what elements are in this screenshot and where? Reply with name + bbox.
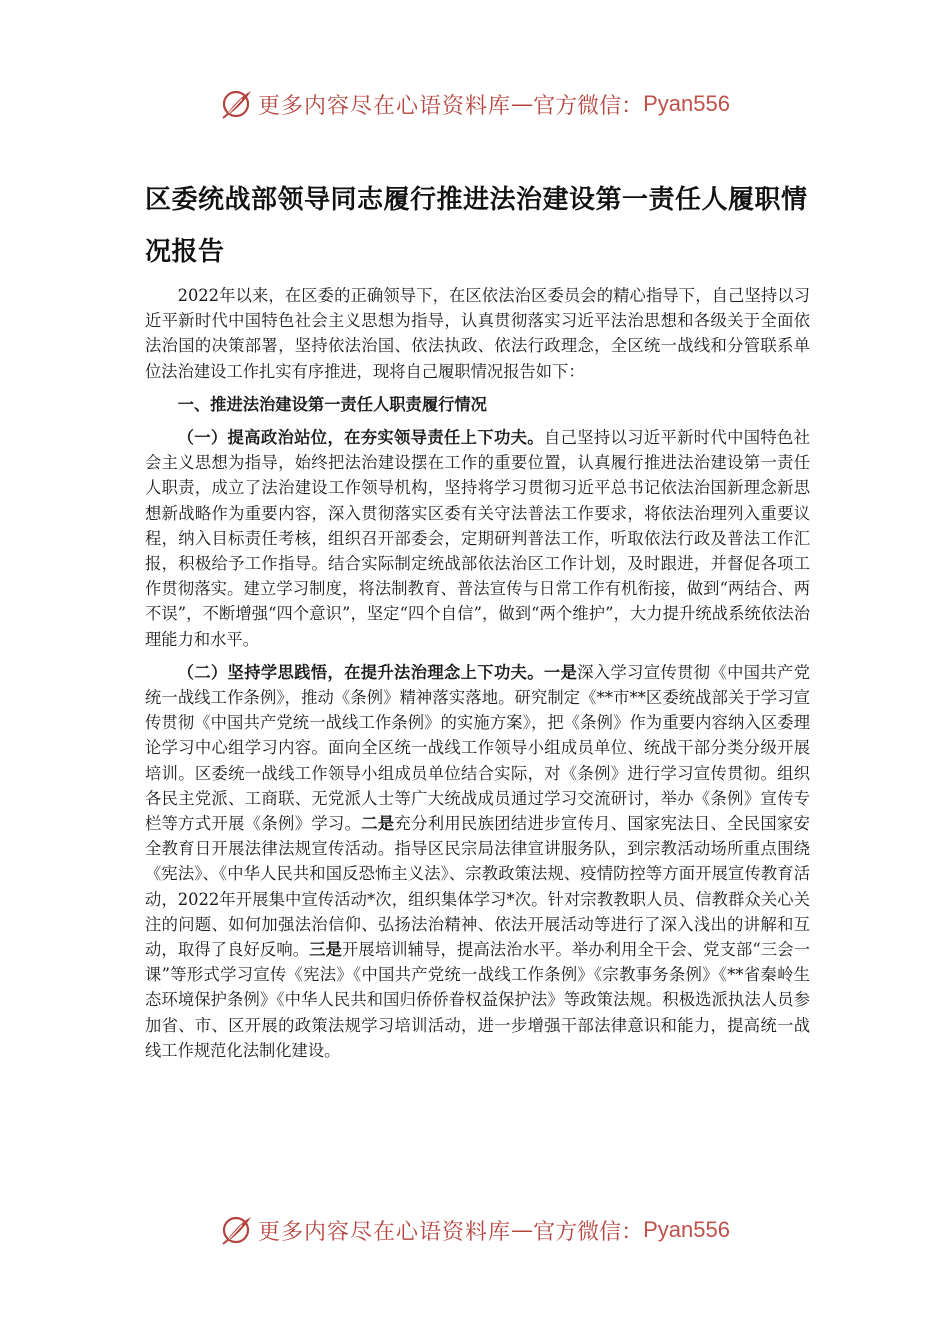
footer-official-label: 官方微信： xyxy=(533,1219,644,1245)
intro-paragraph: 2022年以来，在区委的正确领导下，在区依法治区委员会的精心指导下，自己坚持以习近平新时代中国特色社会主义思想为指导，认真贯彻落实习近平法治思想和各级关于全面依法治国的决策部署，坚持依法治国、依法执政、依法行政理念，全区统一战线和分管联系单位法治建设工作扎实有序推进，现将自己履职情况报告如下： xyxy=(145,286,810,381)
quill-logo-icon xyxy=(220,87,254,121)
paragraph-2-second-label: 二是 xyxy=(361,814,395,834)
quill-logo-icon xyxy=(220,1213,254,1247)
document-title: 区委统战部领导同志履行推进法治建设第一责任人履职情况报告 xyxy=(145,185,808,267)
section-heading-1: 一、推进法治建设第一责任人职责履行情况 xyxy=(177,394,487,414)
paragraph-2-first-text: 深入学习宣传贯彻《中国共产党统一战线工作条例》，推动《条例》精神落实落地。研究制定《**市**区委统战部关于学习宣传贯彻《中国共产党统一战线工作条例》的实施方案》，把《条例》作为重要内容纳入区委理论学习中心组学习内容。面向全区统一战线工作领导小组成员单位、统战干部分类分级开展培训。区委统一战线工作领导小组成员单位结合实际，对《条例》进行学习宣传贯彻。组织各民主党派、工商联、无党派人士等广大统战成员通过学习交流研讨，举办《条例》宣传专栏等方式开展《条例》学习。 xyxy=(145,662,810,834)
footer-banner xyxy=(0,1210,950,1250)
banner-official-label: 官方微信： xyxy=(533,93,644,119)
paragraph-1-lead: （一）提高政治站位，在夯实领导责任上下功夫。 xyxy=(177,428,544,448)
paragraph-2-third-label: 三是 xyxy=(309,940,343,960)
document-body xyxy=(145,283,810,1063)
footer-brand-text: 更多内容尽在心语资料库 xyxy=(258,1219,512,1245)
banner-wechat-id: Pyan556 xyxy=(643,91,730,116)
footer-separator: — xyxy=(511,1217,534,1243)
paragraph-1 xyxy=(145,425,810,652)
banner-separator: — xyxy=(511,91,534,117)
paragraph-2 xyxy=(145,660,810,1063)
footer-wechat-id: Pyan556 xyxy=(643,1217,730,1242)
banner-brand-text: 更多内容尽在心语资料库 xyxy=(258,93,512,119)
paragraph-2-lead: （二）坚持学思践悟，在提升法治理念上下功夫。 xyxy=(177,662,544,682)
paragraph-2-first-label: 一是 xyxy=(543,662,578,682)
paragraph-2-third-text: 开展培训辅导，提高法治水平。举办利用全干会、党支部“三会一课”等形式学习宣传《宪法》《中国共产党统一战线工作条例》《宗教事务条例》《**省秦岭生态环境保护条例》《中华人民共和国归侨侨眷权益保护法》等政策法规。积极选派执法人员参加省、市、区开展的政策法规学习培训活动，进一步增强干部法律意识和能力，提高统一战线工作规范化法制化建设。 xyxy=(145,940,810,1060)
paragraph-2-second-text: 充分利用民族团结进步宣传月、国家宪法日、全民国家安全教育日开展法律法规宣传活动。指导区民宗局法律宣讲服务队，到宗教活动场所重点围绕《宪法》、《中华人民共和国反恐怖主义法》、宗教政策法规、疫情防控等方面开展宣传教育活动，2022年开展集中宣传活动*次，组织集体学习*次。针对宗教教职人员、信教群众关心关注的问题、如何加强法治信仰、弘扬法治精神、依法开展活动等进行了深入浅出的讲解和互动，取得了良好反响。 xyxy=(145,814,810,960)
header-banner xyxy=(0,84,950,124)
paragraph-1-text: 自己坚持以习近平新时代中国特色社会主义思想为指导，始终把法治建设摆在工作的重要位置，认真履行推进法治建设第一责任人职责，成立了法治建设工作领导机构，坚持将学习贯彻习近平总书记依法治国新理念新思想新战略作为重要内容，深入贯彻落实区委有关守法普法工作要求，将依法治理列入重要议程，纳入目标责任考核，组织召开部委会，定期研判普法工作，听取依法行政及普法工作汇报，积极给予工作指导。结合实际制定统战部依法治区工作计划，及时跟进，并督促各项工作贯彻落实。建立学习制度，将法制教育、普法宣传与日常工作有机衔接，做到“两结合、两不误”，不断增强“四个意识”，坚定“四个自信”，做到“两个维护”，大力提升统战系统依法治理能力和水平。 xyxy=(145,428,810,649)
